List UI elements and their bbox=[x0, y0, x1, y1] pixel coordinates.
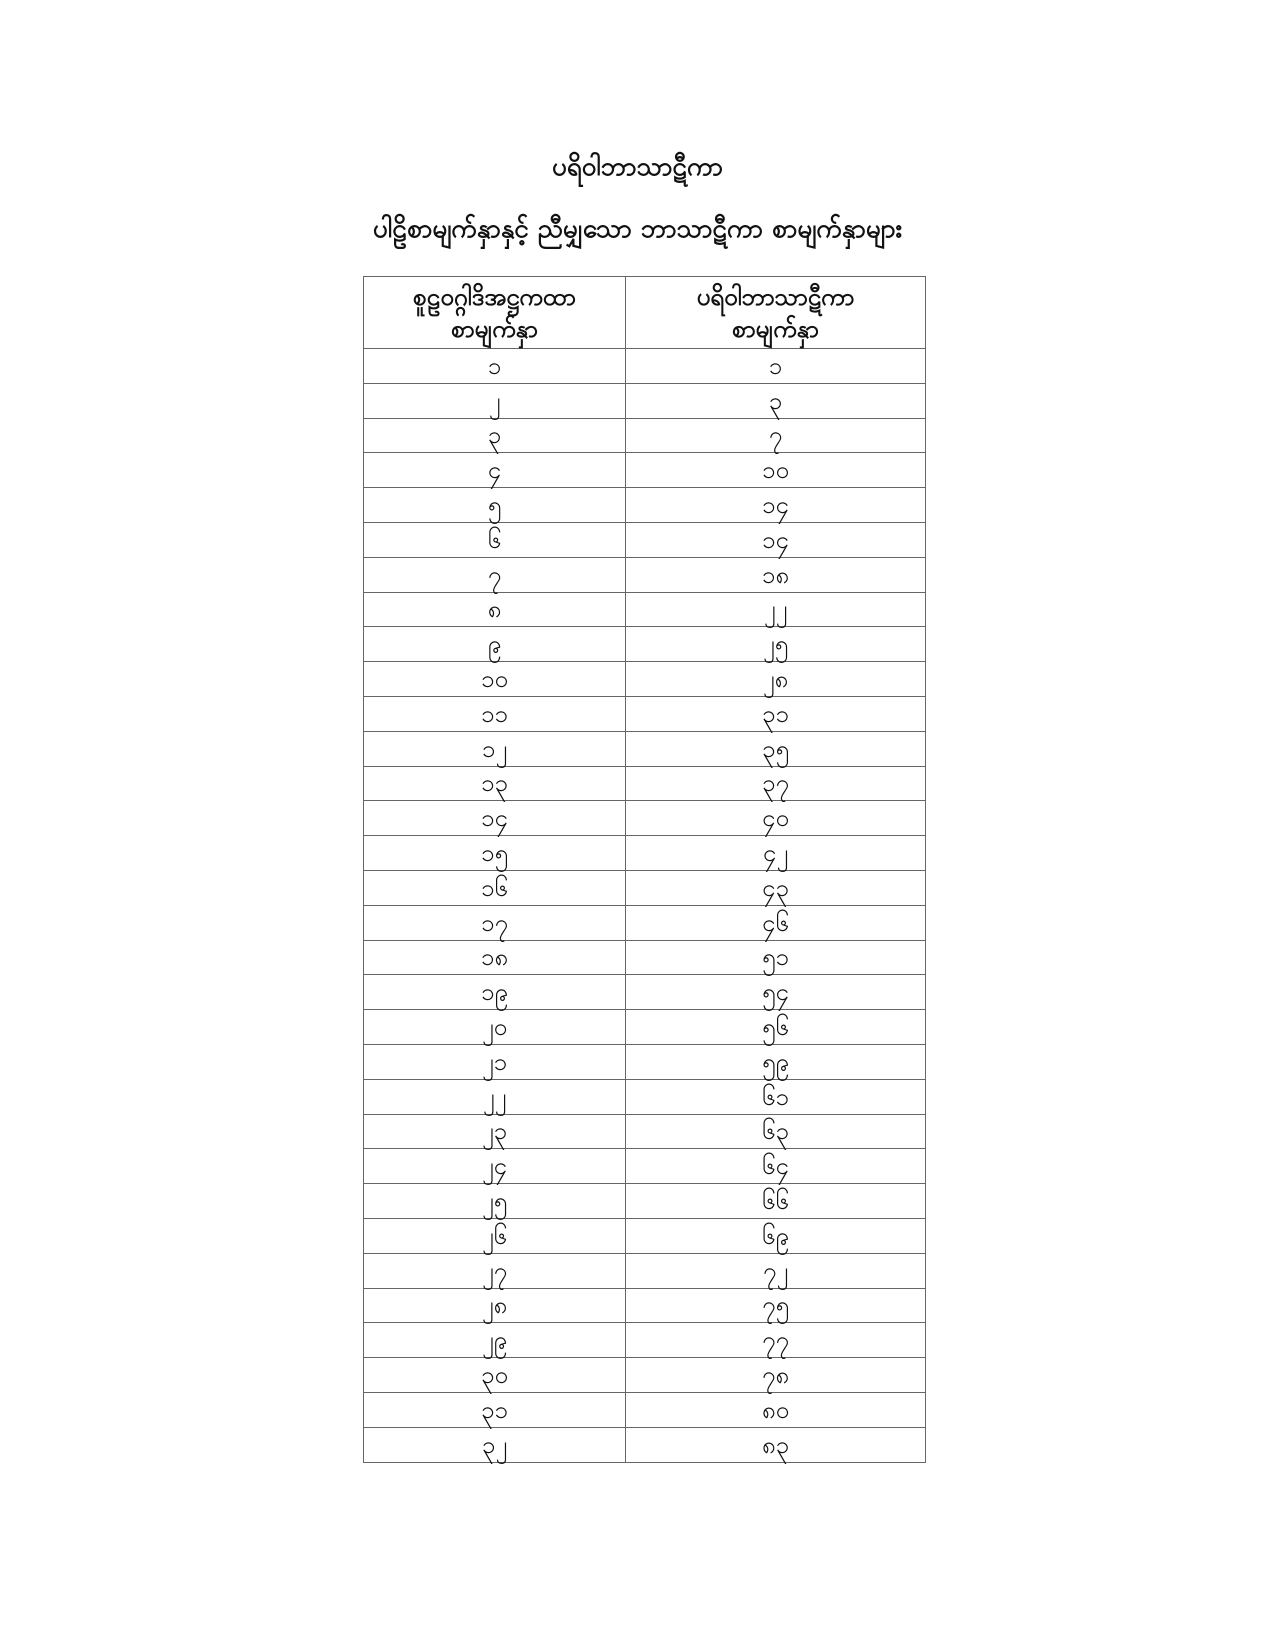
table-row bbox=[364, 731, 926, 766]
table-row bbox=[364, 975, 926, 1010]
table-row bbox=[364, 627, 926, 662]
target-page-cell: ၁၀ bbox=[626, 453, 926, 488]
page-subtitle: ပါဠိစာမျက်နှာနှင့် ညီမျှသော ဘာသာဋီကာ စာမျက်နှာများ bbox=[372, 214, 903, 244]
target-page-cell: ၄၂ bbox=[626, 836, 926, 871]
source-page-cell: ၁၂ bbox=[364, 731, 626, 766]
target-page-cell: ၃၁ bbox=[626, 696, 926, 731]
table-row bbox=[364, 418, 926, 453]
target-page-cell: ၇၈ bbox=[626, 1358, 926, 1393]
target-page-cell: ၆၄ bbox=[626, 1149, 926, 1184]
target-page-cell: ၈၀ bbox=[626, 1392, 926, 1427]
target-page-cell: ၂၅ bbox=[626, 627, 926, 662]
source-page-cell: ၇ bbox=[364, 557, 626, 592]
target-page-cell: ၇ bbox=[626, 418, 926, 453]
target-page-cell: ၅၁ bbox=[626, 940, 926, 975]
source-page-cell: ၃၂ bbox=[364, 1427, 626, 1462]
target-page-cell: ၃၅ bbox=[626, 731, 926, 766]
table-row bbox=[364, 349, 926, 384]
target-page-cell: ၄၆ bbox=[626, 905, 926, 940]
source-page-cell: ၂ bbox=[364, 383, 626, 418]
table-row bbox=[364, 940, 926, 975]
table-row bbox=[364, 905, 926, 940]
target-page-cell: ၇၇ bbox=[626, 1323, 926, 1358]
source-page-cell: ၁၉ bbox=[364, 975, 626, 1010]
table-row bbox=[364, 592, 926, 627]
target-page-cell: ၃ bbox=[626, 383, 926, 418]
source-page-cell: ၈ bbox=[364, 592, 626, 627]
table-row bbox=[364, 1323, 926, 1358]
target-page-cell: ၇၅ bbox=[626, 1288, 926, 1323]
table-row bbox=[364, 696, 926, 731]
table-row bbox=[364, 488, 926, 523]
column-header-source-page bbox=[364, 277, 626, 349]
source-page-cell: ၃ bbox=[364, 418, 626, 453]
table-row bbox=[364, 1079, 926, 1114]
target-page-cell: ၄၃ bbox=[626, 870, 926, 905]
target-page-cell: ၁၈ bbox=[626, 557, 926, 592]
target-page-cell: ၆၉ bbox=[626, 1218, 926, 1253]
source-page-cell: ၂၈ bbox=[364, 1288, 626, 1323]
target-page-cell: ၇၂ bbox=[626, 1253, 926, 1288]
column-header-line: စူဠဝဂ္ဂါဒိအဋ္ဌကထာ bbox=[413, 282, 576, 311]
table-row bbox=[364, 557, 926, 592]
source-page-cell: ၂၇ bbox=[364, 1253, 626, 1288]
source-page-cell: ၂၆ bbox=[364, 1218, 626, 1253]
source-page-cell: ၂၄ bbox=[364, 1149, 626, 1184]
table-row bbox=[364, 1392, 926, 1427]
target-page-cell: ၂၈ bbox=[626, 662, 926, 697]
source-page-cell: ၂၃ bbox=[364, 1114, 626, 1149]
table-row bbox=[364, 1184, 926, 1219]
table-row bbox=[364, 662, 926, 697]
column-header-line: စာမျက်နှာ bbox=[451, 314, 538, 343]
source-page-cell: ၉ bbox=[364, 627, 626, 662]
source-page-cell: ၃၁ bbox=[364, 1392, 626, 1427]
source-page-cell: ၁၇ bbox=[364, 905, 626, 940]
table-row bbox=[364, 453, 926, 488]
table-row bbox=[364, 1044, 926, 1079]
table-row bbox=[364, 1427, 926, 1462]
target-page-cell: ၆၃ bbox=[626, 1114, 926, 1149]
table-row bbox=[364, 522, 926, 557]
table-row bbox=[364, 1149, 926, 1184]
table-row bbox=[364, 1114, 926, 1149]
target-page-cell: ၅၆ bbox=[626, 1010, 926, 1045]
table-row bbox=[364, 1218, 926, 1253]
table-row bbox=[364, 801, 926, 836]
table-row bbox=[364, 836, 926, 871]
column-header-line: ပရိဝါဘာသာဋီကာ bbox=[696, 282, 855, 311]
table-row bbox=[364, 383, 926, 418]
source-page-cell: ၅ bbox=[364, 488, 626, 523]
target-page-cell: ၅၉ bbox=[626, 1044, 926, 1079]
target-page-cell: ၃၇ bbox=[626, 766, 926, 801]
source-page-cell: ၁၄ bbox=[364, 801, 626, 836]
source-page-cell: ၆ bbox=[364, 522, 626, 557]
table-row bbox=[364, 1288, 926, 1323]
source-page-cell: ၁၈ bbox=[364, 940, 626, 975]
table-row bbox=[364, 1010, 926, 1045]
target-page-cell: ၁၄ bbox=[626, 522, 926, 557]
source-page-cell: ၁၃ bbox=[364, 766, 626, 801]
source-page-cell: ၁၁ bbox=[364, 696, 626, 731]
source-page-cell: ၄ bbox=[364, 453, 626, 488]
target-page-cell: ၄၀ bbox=[626, 801, 926, 836]
table-row bbox=[364, 1253, 926, 1288]
target-page-cell: ၁၄ bbox=[626, 488, 926, 523]
target-page-cell: ၆၆ bbox=[626, 1184, 926, 1219]
target-page-cell: ၈၃ bbox=[626, 1427, 926, 1462]
table-row bbox=[364, 1358, 926, 1393]
source-page-cell: ၁၀ bbox=[364, 662, 626, 697]
source-page-cell: ၁ bbox=[364, 349, 626, 384]
source-page-cell: ၁၆ bbox=[364, 870, 626, 905]
source-page-cell: ၁၅ bbox=[364, 836, 626, 871]
column-header-line: စာမျက်နှာ bbox=[732, 314, 819, 343]
table-header-row bbox=[364, 277, 926, 349]
column-header-target-page bbox=[626, 277, 926, 349]
page-title: ပရိဝါဘာသာဋီကာ bbox=[552, 152, 723, 182]
target-page-cell: ၁ bbox=[626, 349, 926, 384]
source-page-cell: ၂၁ bbox=[364, 1044, 626, 1079]
target-page-cell: ၂၂ bbox=[626, 592, 926, 627]
source-page-cell: ၃၀ bbox=[364, 1358, 626, 1393]
target-page-cell: ၆၁ bbox=[626, 1079, 926, 1114]
source-page-cell: ၂၉ bbox=[364, 1323, 626, 1358]
source-page-cell: ၂၂ bbox=[364, 1079, 626, 1114]
table-row bbox=[364, 870, 926, 905]
source-page-cell: ၂၀ bbox=[364, 1010, 626, 1045]
target-page-cell: ၅၄ bbox=[626, 975, 926, 1010]
page-correspondence-table bbox=[363, 276, 926, 1463]
table-row bbox=[364, 766, 926, 801]
source-page-cell: ၂၅ bbox=[364, 1184, 626, 1219]
